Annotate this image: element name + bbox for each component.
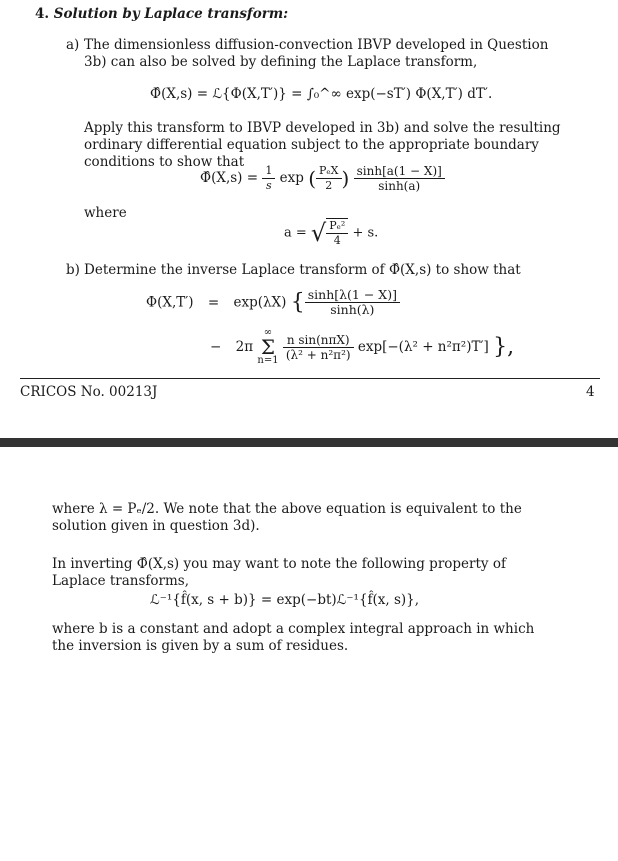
eq4-fraction — [305, 288, 400, 317]
eq2-exp: exp — [279, 170, 304, 186]
eq4-term-num: n sin(nπX) — [283, 333, 354, 348]
equation-a-definition: a = √ $\frac{\text{Pₑ²}}{4}$ + s. — [284, 219, 379, 247]
eq4-exp: exp(λX) — [233, 294, 287, 311]
eq3-lhs: a = — [284, 225, 307, 241]
eq3-tail: + s. — [352, 225, 379, 241]
footer-rule — [20, 378, 600, 379]
eq4-term — [283, 333, 354, 362]
page2-paragraph-2: In inverting Φ̂(X,s) you may want to note the following property of Laplace transforms, — [52, 556, 506, 589]
part-b-label: b) — [66, 262, 80, 278]
eq3-fraction — [326, 218, 348, 248]
eq4-num: sinh[λ(1 − X)] — [305, 288, 400, 303]
part-a-instruction: Apply this transform to IBVP developed in 3b) and solve the resulting ordinary differential equation subject to the appropriate boundary conditions to show that — [84, 120, 561, 170]
eq2-lhs: Φ̂(X,s) = — [200, 170, 259, 186]
eq4-end: }, — [493, 334, 515, 360]
eq4-term-den: (λ² + n²π²) — [285, 347, 351, 362]
eq2-frac-den: s — [266, 179, 272, 192]
eq2-inner-den: 2 — [325, 179, 333, 192]
section-heading — [35, 6, 288, 23]
eq2-ratio-num: sinh[a(1 − X)] — [354, 164, 445, 179]
eq4-lhs: Φ(X,T′) — [146, 294, 194, 311]
eq2-ratio-den: sinh(a) — [378, 179, 421, 193]
eq2-ratio — [354, 164, 445, 193]
eq2-inner-num: PₑX — [316, 164, 342, 179]
eq3-num: Pₑ² — [326, 219, 348, 234]
eq4-summation: ∞ Σ n=1 — [257, 327, 279, 366]
eq4-sum-bottom: n=1 — [257, 355, 279, 366]
equation-inverse-line2 — [210, 328, 514, 366]
page-separator — [0, 438, 618, 447]
equation-laplace-definition: Φ̂(X,s) = ℒ{Φ(X,T′)} = ∫₀^∞ exp(−sT′) Φ(X,T′) dT′. — [150, 86, 493, 102]
footer-page-number: 4 — [586, 384, 595, 400]
equation-shift-property: ℒ⁻¹{f̂(x, s + b)} = exp(−bt)ℒ⁻¹{f̂(x, s)}, — [150, 592, 420, 608]
eq4-den: sinh(λ) — [330, 302, 375, 317]
eq2-inner-fraction — [316, 164, 342, 193]
eq4-coef: 2π — [235, 339, 254, 355]
equation-transform-solution: Φ̂(X,s) = $\frac{1}{s}$ exp ( $\frac{\text{PₑX}}{2}$ ) $\frac{\sinh[a(1 - X)]}{\sinh(a)}$ — [200, 164, 445, 193]
equation-inverse-line1: Φ(X,T′) = exp(λX) { $\frac{\sinh[\lambda(1 - X)]}{\sinh(\lambda)}$ — [146, 288, 400, 317]
eq4-eq: = — [207, 294, 220, 311]
heading-title: Solution by Laplace transform: — [53, 6, 289, 22]
heading-number: 4. — [35, 6, 50, 22]
eq2-fraction — [262, 164, 275, 193]
part-a-label: a) — [66, 37, 80, 53]
eq4-minus: − — [210, 339, 222, 355]
eq3-den: 4 — [333, 234, 341, 247]
eq4-sum-top: ∞ — [263, 327, 273, 338]
part-a-intro: The dimensionless diffusion-convection IBVP developed in Question 3b) can also be solved by defining the Laplace transform, — [84, 37, 549, 70]
page2-paragraph-1: where λ = Pₑ/2. We note that the above equation is equivalent to the solution given in question 3d). — [52, 501, 522, 534]
where-label: where — [84, 205, 127, 221]
part-b-text: Determine the inverse Laplace transform of Φ̂(X,s) to show that — [84, 262, 521, 278]
eq2-frac-num: 1 — [262, 164, 275, 179]
footer-cricos: CRICOS No. 00213J — [20, 384, 158, 400]
page2-paragraph-3: where b is a constant and adopt a complex integral approach in which the inversion is given by a sum of residues. — [52, 621, 535, 654]
eq4-exp2: exp[−(λ² + n²π²)T′] — [357, 339, 489, 355]
